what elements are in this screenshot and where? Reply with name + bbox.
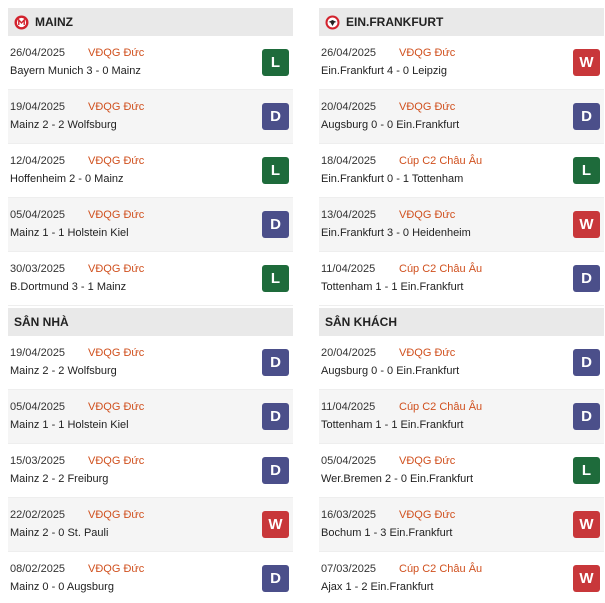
match-score: Bayern Munich 3 - 0 Mainz [10,65,141,77]
match-date: 05/04/2025 [10,401,66,413]
match-score: Tottenham 1 - 1 Ein.Frankfurt [321,281,464,293]
match-score: Ajax 1 - 2 Ein.Frankfurt [321,581,434,593]
match-row [8,90,293,144]
result-badge: D [573,103,600,130]
match-score: Hoffenheim 2 - 0 Mainz [10,173,124,185]
match-date: 19/04/2025 [10,347,66,359]
mainz-title: MAINZ [35,15,73,29]
result-badge: D [573,265,600,292]
match-row [319,552,604,603]
match-date: 11/04/2025 [321,263,376,275]
result-badge: W [262,511,289,538]
match-row [319,336,604,390]
match-league: VĐQG Đức [399,101,456,113]
match-league: Cúp C2 Châu Âu [399,563,483,575]
away-title: SÂN KHÁCH [325,315,397,329]
match-league: VĐQG Đức [88,347,145,359]
match-date: 05/04/2025 [10,209,66,221]
match-league: VĐQG Đức [88,455,145,467]
result-badge: L [262,265,289,292]
match-score: Augsburg 0 - 0 Ein.Frankfurt [321,119,460,131]
match-score: Ein.Frankfurt 3 - 0 Heidenheim [321,227,471,239]
match-row [319,252,604,306]
match-row [319,198,604,252]
match-date: 18/04/2025 [321,155,377,167]
away-match-list [319,336,604,603]
match-row [319,444,604,498]
match-row [319,36,604,90]
match-row [8,252,293,306]
match-league: Cúp C2 Châu Âu [399,263,483,275]
match-row [8,498,293,552]
mainz-header [8,8,293,36]
match-league: VĐQG Đức [88,101,145,113]
match-league: Cúp C2 Châu Âu [399,401,483,413]
match-league: VĐQG Đức [399,209,456,221]
result-badge: D [262,103,289,130]
result-badge: D [573,349,600,376]
result-badge: W [573,211,600,238]
match-date: 11/04/2025 [321,401,376,413]
match-row [8,36,293,90]
match-league: VĐQG Đức [399,47,456,59]
match-row [8,336,293,390]
result-badge: D [262,403,289,430]
match-row [319,498,604,552]
match-row [319,90,604,144]
result-badge: L [262,49,289,76]
match-date: 07/03/2025 [321,563,377,575]
match-score: Ein.Frankfurt 0 - 1 Tottenham [321,173,464,185]
result-badge: D [262,349,289,376]
match-league: VĐQG Đức [88,401,145,413]
mainz-match-list [8,36,293,306]
match-date: 08/02/2025 [10,563,66,575]
result-badge: D [262,457,289,484]
match-row [8,552,293,603]
frankfurt-title: EIN.FRANKFURT [346,15,444,29]
result-badge: D [573,403,600,430]
match-date: 19/04/2025 [10,101,66,113]
match-date: 26/04/2025 [321,47,377,59]
match-league: VĐQG Đức [88,509,145,521]
match-score: Augsburg 0 - 0 Ein.Frankfurt [321,365,460,377]
match-row [319,144,604,198]
home-match-list [8,336,293,603]
match-row [8,198,293,252]
match-league: VĐQG Đức [399,455,456,467]
match-date: 16/03/2025 [321,509,377,521]
match-date: 13/04/2025 [321,209,377,221]
result-badge: L [573,157,600,184]
result-badge: L [573,457,600,484]
match-score: Mainz 2 - 0 St. Pauli [10,527,109,539]
home-title: SÂN NHÀ [14,315,69,329]
match-league: VĐQG Đức [399,509,456,521]
mainz-logo-icon [14,15,29,30]
match-league: Cúp C2 Châu Âu [399,155,483,167]
match-score: Wer.Bremen 2 - 0 Ein.Frankfurt [321,473,474,485]
match-league: VĐQG Đức [399,347,456,359]
match-date: 26/04/2025 [10,47,66,59]
match-date: 20/04/2025 [321,347,377,359]
match-row [8,390,293,444]
match-league: VĐQG Đức [88,563,145,575]
match-date: 05/04/2025 [321,455,377,467]
match-date: 20/04/2025 [321,101,377,113]
match-score: Mainz 2 - 2 Wolfsburg [10,365,117,377]
match-score: Mainz 2 - 2 Wolfsburg [10,119,117,131]
result-badge: D [262,211,289,238]
result-badge: W [573,565,600,592]
match-league: VĐQG Đức [88,263,145,275]
match-score: B.Dortmund 3 - 1 Mainz [10,281,127,293]
match-row [8,444,293,498]
frankfurt-match-list [319,36,604,306]
frankfurt-header [319,8,604,36]
match-league: VĐQG Đức [88,209,145,221]
match-score: Mainz 2 - 2 Freiburg [10,473,109,485]
match-score: Mainz 1 - 1 Holstein Kiel [10,227,129,239]
match-score: Bochum 1 - 3 Ein.Frankfurt [321,527,453,539]
result-badge: W [573,49,600,76]
match-row [319,390,604,444]
match-score: Tottenham 1 - 1 Ein.Frankfurt [321,419,464,431]
result-badge: W [573,511,600,538]
match-league: VĐQG Đức [88,155,145,167]
match-league: VĐQG Đức [88,47,145,59]
home-header [8,308,293,336]
match-row [8,144,293,198]
away-header [319,308,604,336]
match-date: 30/03/2025 [10,263,66,275]
match-score: Mainz 1 - 1 Holstein Kiel [10,419,129,431]
mainz-column [8,8,293,603]
match-date: 12/04/2025 [10,155,66,167]
match-score: Mainz 0 - 0 Augsburg [10,581,114,593]
result-badge: L [262,157,289,184]
match-date: 15/03/2025 [10,455,66,467]
match-score: Ein.Frankfurt 4 - 0 Leipzig [321,65,447,77]
result-badge: D [262,565,289,592]
frankfurt-logo-icon [325,15,340,30]
match-date: 22/02/2025 [10,509,66,521]
frankfurt-column [319,8,604,603]
